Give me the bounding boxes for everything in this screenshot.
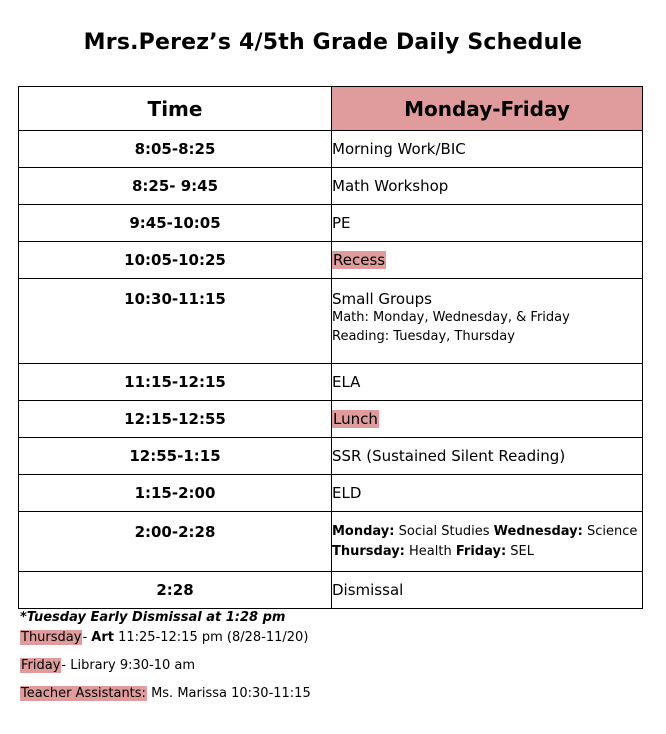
thursday-art-note	[20, 628, 640, 648]
schedule-table	[18, 86, 643, 609]
activity-cell	[332, 401, 643, 438]
time-column-header: Time	[19, 87, 332, 131]
time-cell: 2:28	[19, 572, 332, 609]
table-row	[19, 279, 643, 364]
time-cell: 12:15-12:55	[19, 401, 332, 438]
recess-highlight: Recess	[333, 251, 386, 269]
activity-cell: SSR (Sustained Silent Reading)	[332, 438, 643, 475]
table-row	[19, 364, 643, 401]
table-row	[19, 168, 643, 205]
time-cell: 8:25- 9:45	[19, 168, 332, 205]
small-groups-title: Small Groups	[332, 290, 432, 308]
monday-subject: Social Studies	[398, 523, 490, 539]
activity-cell: Dismissal	[332, 572, 643, 609]
activity-cell	[332, 512, 643, 572]
time-cell: 12:55-1:15	[19, 438, 332, 475]
art-label: Art	[91, 630, 114, 645]
thursday-art-time: 11:25-12:15 pm (8/28-11/20)	[113, 630, 309, 645]
activity-cell	[332, 242, 643, 279]
activity-cell: PE	[332, 205, 643, 242]
time-cell: 2:00-2:28	[19, 512, 332, 572]
table-row	[19, 572, 643, 609]
teacher-assistant-time: Ms. Marissa 10:30-11:15	[146, 686, 311, 701]
monday-label: Monday:	[332, 523, 395, 539]
friday-library-note	[20, 656, 640, 676]
friday-subject: SEL	[510, 543, 535, 559]
table-row	[19, 131, 643, 168]
friday-label: Friday:	[455, 543, 507, 559]
activity-cell: ELA	[332, 364, 643, 401]
friday-highlight: Friday	[21, 658, 61, 673]
table-row	[19, 438, 643, 475]
thursday-separator: -	[82, 630, 92, 645]
time-cell: 1:15-2:00	[19, 475, 332, 512]
time-cell: 10:05-10:25	[19, 242, 332, 279]
friday-library-time: - Library 9:30-10 am	[61, 658, 196, 673]
table-row	[19, 205, 643, 242]
teacher-assistants-highlight: Teacher Assistants:	[21, 686, 146, 701]
header-row	[19, 87, 643, 131]
thursday-highlight: Thursday	[21, 630, 82, 645]
thursday-subject: Health	[409, 543, 452, 559]
lunch-highlight: Lunch	[333, 410, 378, 428]
small-groups-math-detail: Math: Monday, Wednesday, & Friday	[332, 310, 570, 325]
table-row	[19, 475, 643, 512]
teacher-assistants-note	[20, 684, 640, 704]
time-cell: 8:05-8:25	[19, 131, 332, 168]
time-cell: 10:30-11:15	[19, 279, 332, 364]
afternoon-subjects-line-2	[332, 542, 642, 562]
table-row	[19, 401, 643, 438]
time-cell: 9:45-10:05	[19, 205, 332, 242]
time-cell: 11:15-12:15	[19, 364, 332, 401]
activity-cell: Morning Work/BIC	[332, 131, 643, 168]
table-row	[19, 242, 643, 279]
wednesday-subject: Science	[586, 523, 638, 539]
activity-cell: ELD	[332, 475, 643, 512]
monday-friday-column-header: Monday-Friday	[332, 87, 643, 131]
page-title: Mrs.Perez’s 4/5th Grade Daily Schedule	[83, 30, 583, 55]
small-groups-reading-detail: Reading: Tuesday, Thursday	[332, 329, 515, 344]
thursday-label: Thursday:	[332, 543, 405, 559]
early-dismissal-note: *Tuesday Early Dismissal at 1:28 pm	[20, 610, 286, 625]
afternoon-subjects-line-1	[332, 522, 642, 542]
activity-cell: Math Workshop	[332, 168, 643, 205]
schedule-notes	[20, 608, 640, 704]
activity-cell	[332, 279, 643, 364]
table-row	[19, 512, 643, 572]
wednesday-label: Wednesday:	[493, 523, 583, 539]
